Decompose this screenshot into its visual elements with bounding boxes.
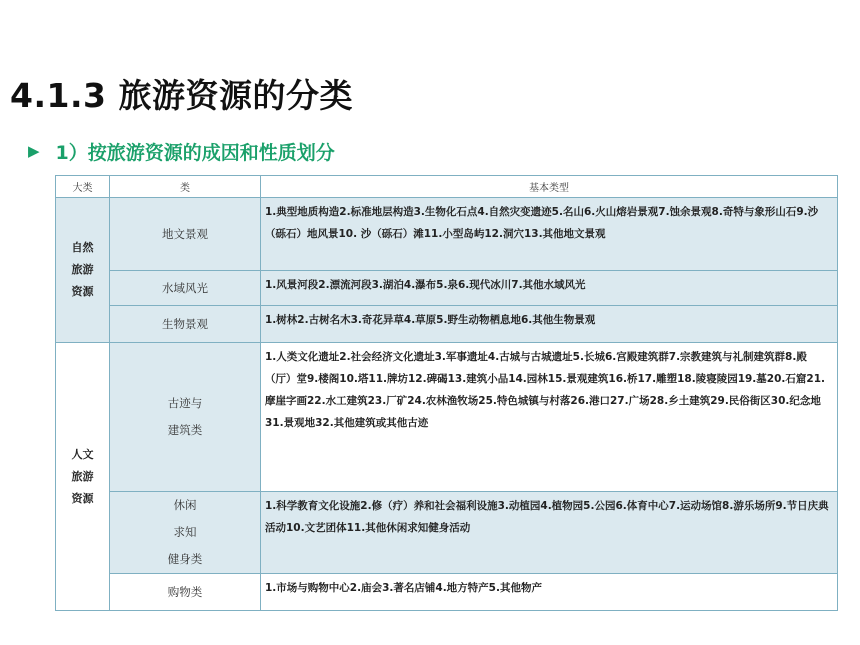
- category-historic-architecture: 古迹与 建筑类: [110, 343, 261, 492]
- category-water: 水域风光: [110, 271, 261, 306]
- category-biology: 生物景观: [110, 306, 261, 343]
- classification-table: [55, 175, 838, 611]
- section-heading-text: 1）按旅游资源的成因和性质划分: [55, 141, 335, 164]
- category-shopping: 购物类: [110, 574, 261, 611]
- header-basic-types: 基本类型: [261, 176, 838, 198]
- types-shopping: 1.市场与购物中心2.庙会3.著名店铺4.地方特产5.其他物产: [261, 574, 838, 611]
- header-major-category: 大类: [56, 176, 110, 198]
- table-row: [56, 343, 838, 492]
- page-title: 4.1.3 旅游资源的分类: [10, 76, 353, 115]
- table-row: [56, 198, 838, 271]
- major-natural-resources: 自然 旅游 资源: [56, 198, 110, 343]
- types-leisure: 1.科学教育文化设施2.修（疗）养和社会福利设施3.动植园4.植物园5.公园6.体育中心7.运动场馆8.游乐场所9.节日庆典活动10.文艺团体11.其他休闲求知健身活动: [261, 492, 838, 574]
- types-landform: 1.典型地质构造2.标准地层构造3.生物化石点4.自然灾变遗迹5.名山6.火山熔岩景观7.蚀余景观8.奇特与象形山石9.沙（砾石）地风景10. 沙（砾石）滩11.小型岛屿12.洞穴13.其他地文景观: [261, 198, 838, 271]
- table-row: [56, 492, 838, 574]
- table-row: [56, 271, 838, 306]
- types-water: 1.风景河段2.漂流河段3.湖泊4.瀑布5.泉6.现代冰川7.其他水域风光: [261, 271, 838, 306]
- header-category: 类: [110, 176, 261, 198]
- arrow-bullet-icon: ▶: [28, 142, 40, 160]
- types-biology: 1.树林2.古树名木3.奇花异草4.草原5.野生动物栖息地6.其他生物景观: [261, 306, 838, 343]
- table-header-row: [56, 176, 838, 198]
- category-landform: 地文景观: [110, 198, 261, 271]
- major-cultural-resources: 人文 旅游 资源: [56, 343, 110, 611]
- types-historic-architecture: 1.人类文化遗址2.社会经济文化遗址3.军事遗址4.古城与古城遗址5.长城6.宫殿建筑群7.宗教建筑与礼制建筑群8.殿（厅）堂9.楼阁10.塔11.牌坊12.碑碣13.建筑小品14.园林15.景观建筑16.桥17.雕塑18.陵寝陵园19.墓20.石窟21.摩崖字画22.水工建筑23.厂矿24.农林渔牧场25.特色城镇与村落26.港口27.广场28.乡土建筑29.民俗街区30.纪念地31.景观地32.其他建筑或其他古迹: [261, 343, 838, 492]
- table-row: [56, 306, 838, 343]
- section-heading: [28, 136, 335, 166]
- table-row: [56, 574, 838, 611]
- category-leisure: 休闲 求知 健身类: [110, 492, 261, 574]
